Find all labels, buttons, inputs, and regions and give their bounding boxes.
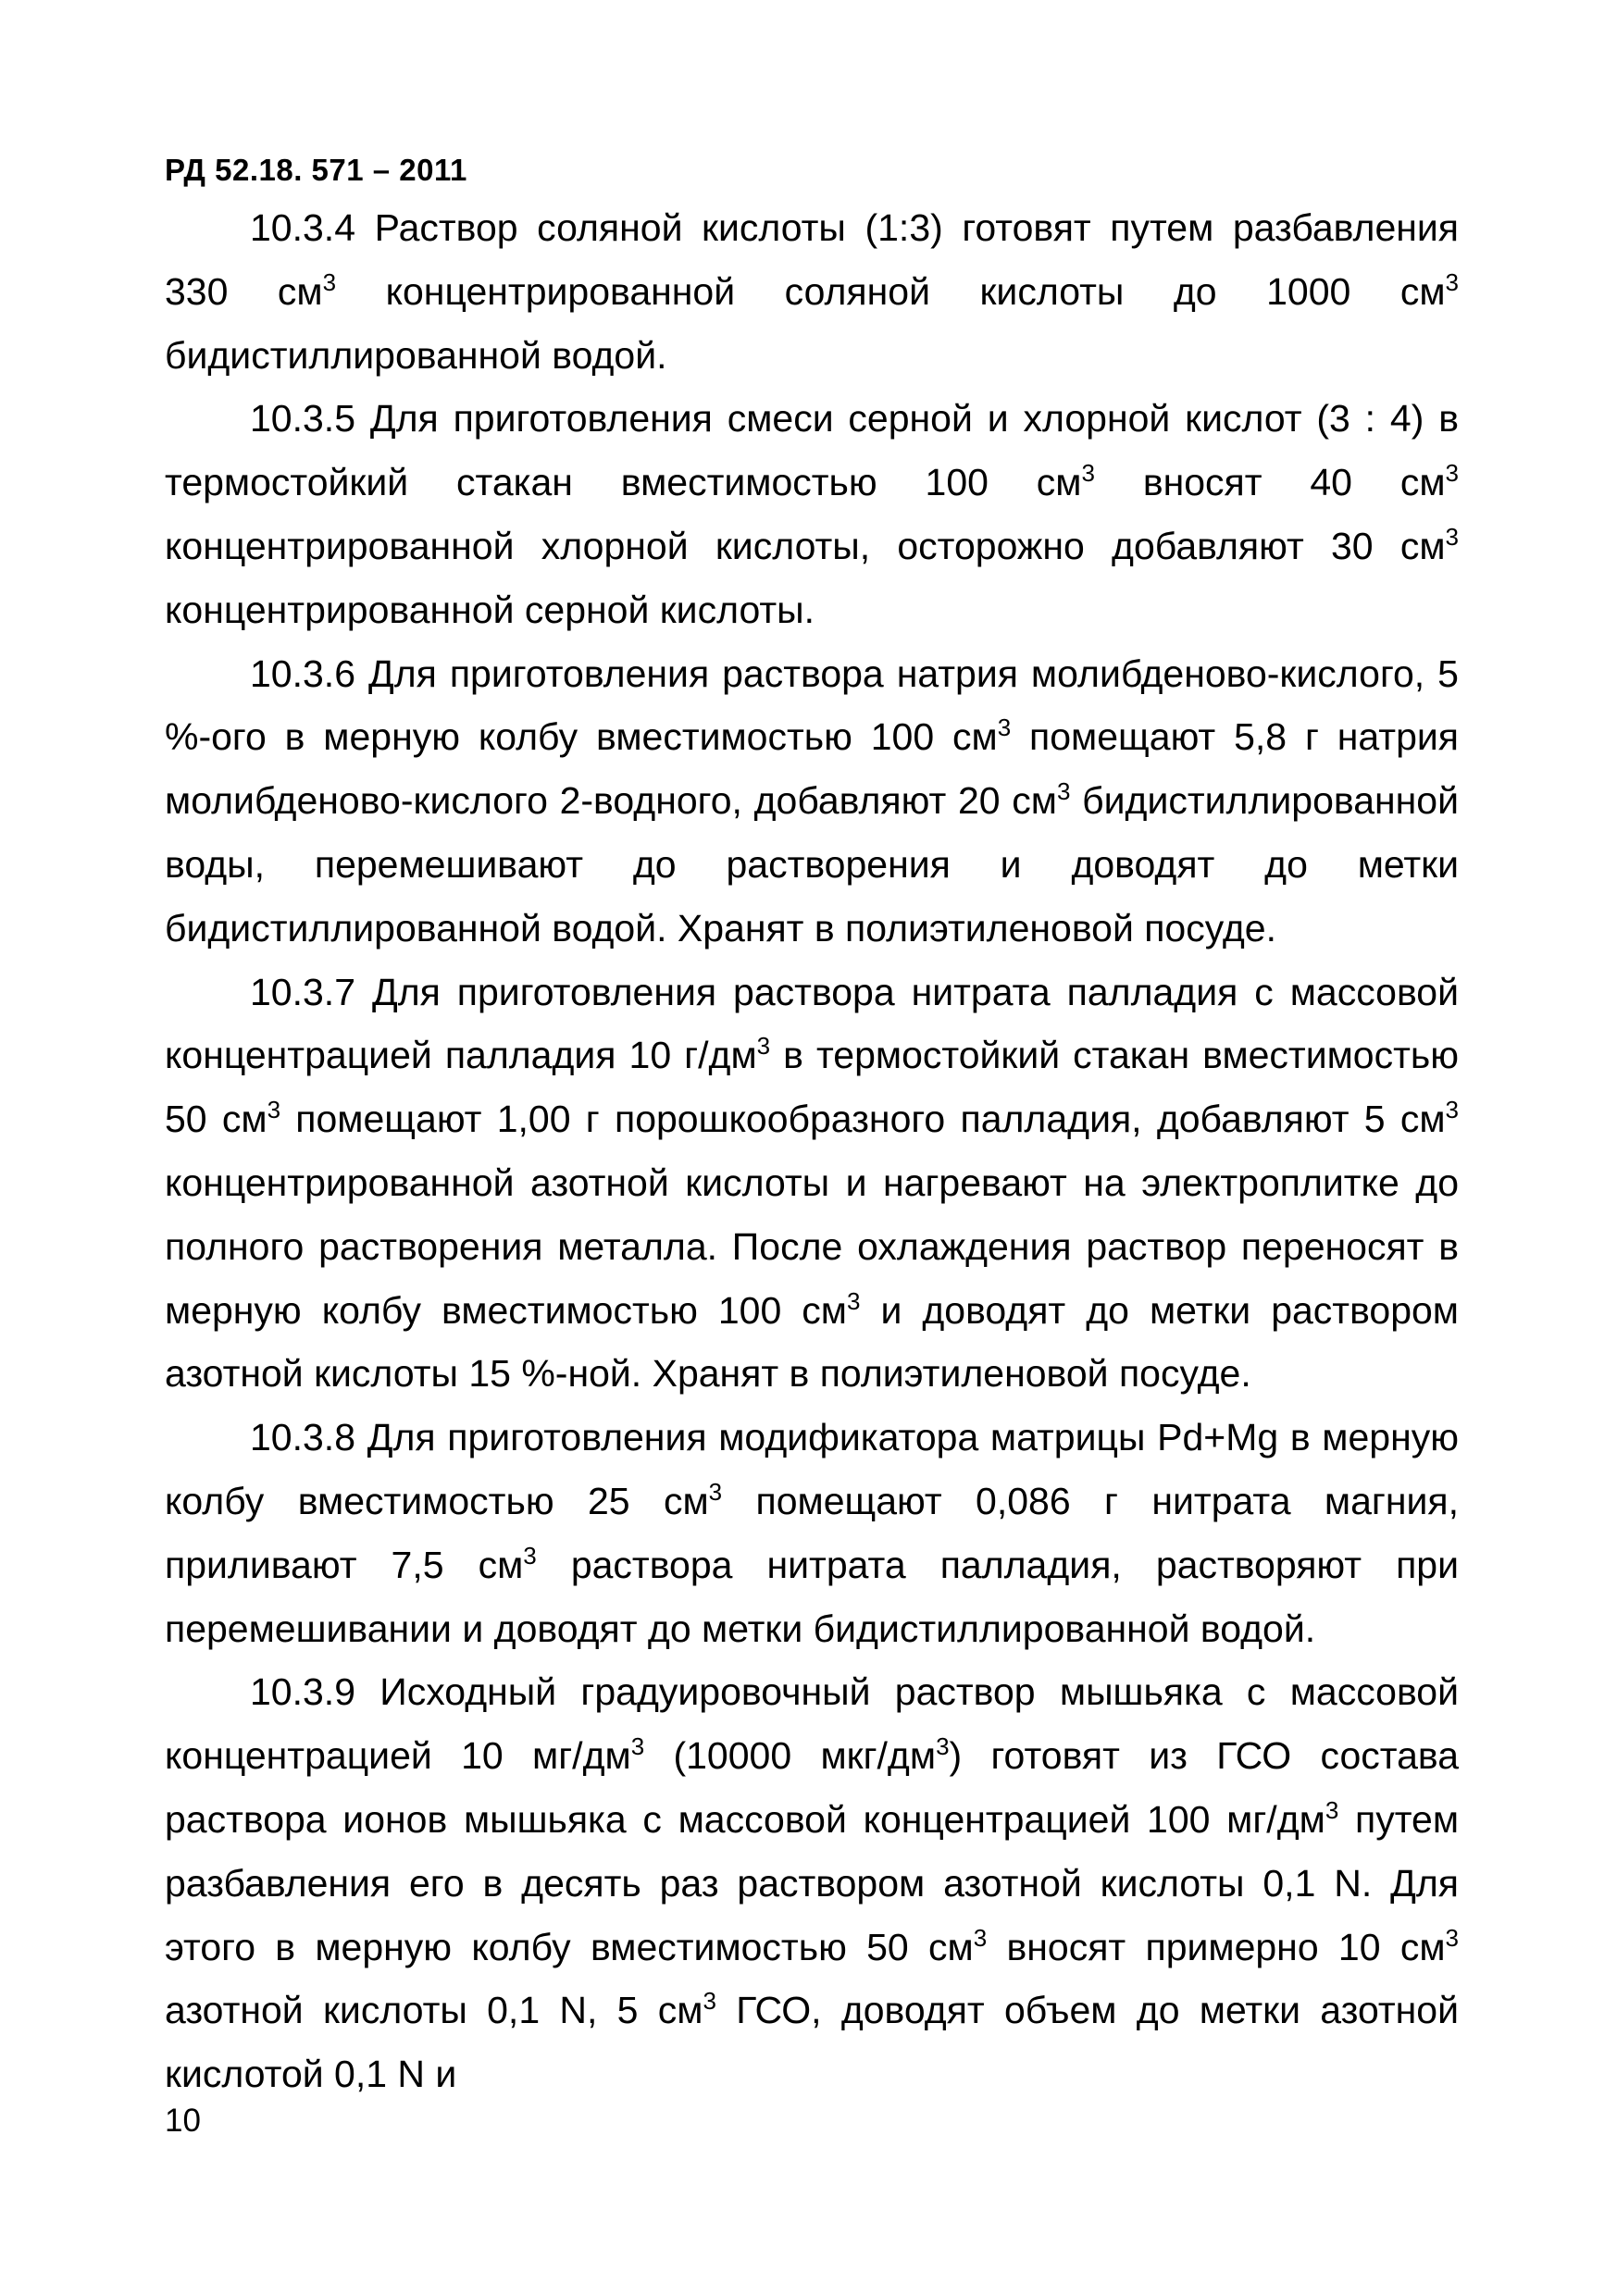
paragraph-text: азотной кислоты 0,1 N, 5 см xyxy=(165,1989,703,2032)
paragraph-text: Для приготовления раствора нитрата палладия с массовой концентрацией палладия 10 г/дм xyxy=(165,970,1459,1077)
superscript: 3 xyxy=(846,1286,861,1315)
superscript: 3 xyxy=(1081,459,1095,488)
paragraph-text: бидистиллированной водой. xyxy=(165,333,667,377)
paragraph-text: концентрированной азотной кислоты и нагревают на электроплитке до полного растворения металла. После охлаждения раствор переносят в мерную колбу вместимостью 100 см xyxy=(165,1160,1459,1332)
superscript: 3 xyxy=(322,267,337,296)
paragraph-10-3-4 xyxy=(165,196,1459,387)
paragraph-text: Для приготовления смеси серной и хлорной кислот (3 : 4) в термостойкий стакан вместимостью 100 см xyxy=(165,397,1459,504)
superscript: 3 xyxy=(1056,777,1071,806)
paragraph-text: вносят примерно 10 см xyxy=(987,1925,1446,1968)
superscript: 3 xyxy=(756,1032,771,1061)
paragraph-number: 10.3.5 xyxy=(250,397,355,441)
paragraph-10-3-6 xyxy=(165,642,1459,961)
document-code-header: РД 52.18. 571 – 2011 xyxy=(165,153,467,187)
superscript: 3 xyxy=(997,714,1012,742)
document-body xyxy=(165,196,1459,2106)
paragraph-text: концентрированной соляной кислоты до 1000 см xyxy=(336,269,1446,313)
paragraph-text: помещают 0,086 г нитрата магния, приливают 7,5 см xyxy=(165,1479,1459,1586)
paragraph-number: 10.3.9 xyxy=(250,1670,355,1714)
paragraph-text: и доводят до метки раствором азотной кислоты 15 %-ной. Хранят в полиэтиленовой посуде. xyxy=(165,1288,1459,1396)
paragraph-text: раствора нитрата палладия, растворяют при перемешивании и доводят до метки бидистиллированной водой. xyxy=(165,1543,1459,1650)
paragraph-text: концентрированной серной кислоты. xyxy=(165,588,815,631)
superscript: 3 xyxy=(1445,267,1459,296)
paragraph-text: Раствор соляной кислоты (1:3) готовят путем разбавления 330 см xyxy=(165,206,1459,313)
superscript: 3 xyxy=(973,1923,988,1952)
superscript: 3 xyxy=(1445,522,1459,551)
superscript: 3 xyxy=(703,1987,716,2016)
paragraph-text: бидистиллированной воды, перемешивают до растворения и доводят до метки бидистиллированной водой. Хранят в полиэтиленовой посуде. xyxy=(165,779,1460,949)
paragraph-text: Для приготовления раствора натрия молибденово-кислого, 5 %-ого в мерную колбу вместимостью 100 см xyxy=(165,652,1459,759)
paragraph-10-3-9 xyxy=(165,1660,1459,2106)
paragraph-number: 10.3.7 xyxy=(250,970,355,1013)
paragraph-number: 10.3.8 xyxy=(250,1416,355,1459)
paragraph-text: (10000 мкг/дм xyxy=(644,1734,937,1778)
paragraph-text: помещают 5,8 г натрия молибденово-кислого 2-водного, добавляют 20 см xyxy=(165,715,1459,823)
superscript: 3 xyxy=(1325,1795,1339,1824)
superscript: 3 xyxy=(523,1541,537,1570)
superscript: 3 xyxy=(267,1096,281,1124)
page-number: 10 xyxy=(165,2103,201,2139)
paragraph-text: ГСО, доводят объем до метки азотной кислотой 0,1 N и xyxy=(165,1989,1459,2096)
paragraph-10-3-7 xyxy=(165,961,1459,1407)
paragraph-10-3-8 xyxy=(165,1406,1459,1660)
paragraph-text: помещают 1,00 г порошкообразного палладия, добавляют 5 см xyxy=(280,1098,1446,1141)
paragraph-text: Для приготовления модификатора матрицы Pd+Mg в мерную колбу вместимостью 25 см xyxy=(165,1416,1459,1522)
paragraph-text: Исходный градуировочный раствор мышьяка с массовой концентрацией 10 мг/дм xyxy=(165,1670,1459,1778)
superscript: 3 xyxy=(936,1732,950,1761)
superscript: 3 xyxy=(708,1477,723,1506)
paragraph-text: в термостойкий стакан вместимостью 50 см xyxy=(165,1034,1459,1141)
paragraph-number: 10.3.4 xyxy=(250,206,355,249)
paragraph-text: путем разбавления его в десять раз раствором азотной кислоты 0,1 N. Для этого в мерную колбу вместимостью 50 см xyxy=(165,1797,1460,1968)
superscript: 3 xyxy=(1445,1923,1459,1952)
superscript: 3 xyxy=(1445,1096,1459,1124)
paragraph-10-3-5 xyxy=(165,387,1459,641)
paragraph-text: концентрированной хлорной кислоты, осторожно добавляют 30 см xyxy=(165,524,1446,567)
paragraph-text: вносят 40 см xyxy=(1094,461,1446,504)
superscript: 3 xyxy=(630,1732,645,1761)
paragraph-text: ) готовят из ГСО состава раствора ионов мышьяка с массовой концентрацией 100 мг/дм xyxy=(165,1734,1460,1841)
superscript: 3 xyxy=(1445,459,1459,488)
paragraph-number: 10.3.6 xyxy=(250,652,355,695)
